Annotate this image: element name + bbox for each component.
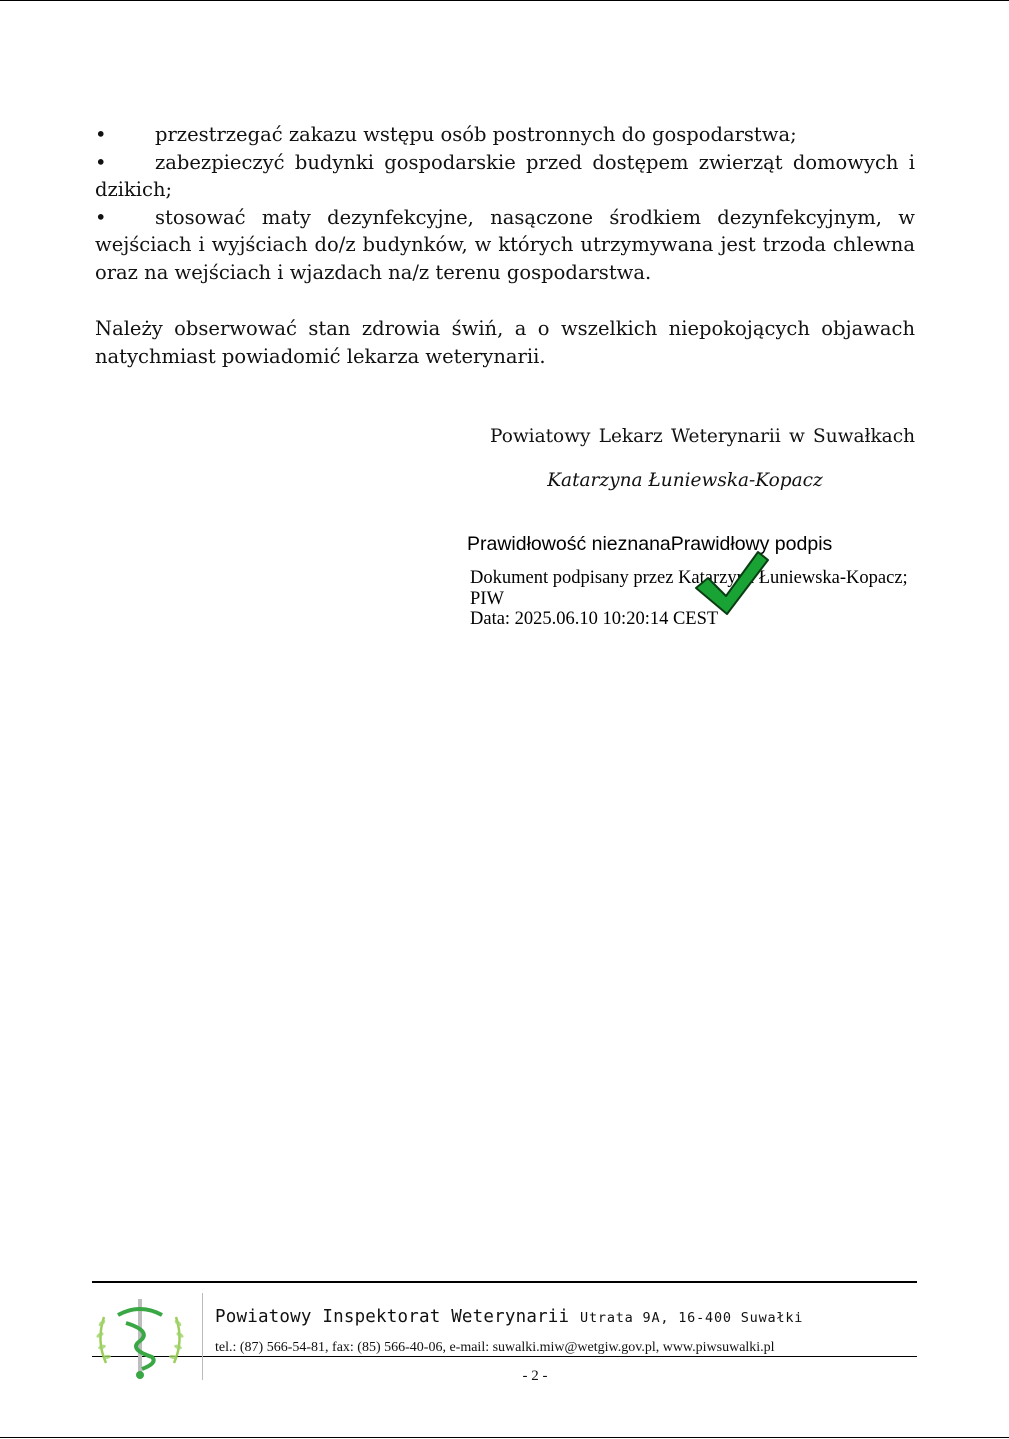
bullet-marker: • [95,205,107,229]
bullet-item-1 [95,121,915,149]
footer-divider-thin [92,1356,917,1357]
bullet-text: zabezpieczyć budynki gospodarskie przed dostępem zwierząt domowych i dzikich; [95,150,915,201]
bullet-marker: • [95,150,107,174]
bullet-item-2 [95,149,915,204]
page-bottom-edge [0,1437,1009,1438]
bullet-list [95,121,915,286]
signer-name: Katarzyna Łuniewska-Kopacz [547,470,823,491]
footer-organization [215,1307,803,1327]
signature-date: Data: 2025.06.10 10:20:14 CEST [470,609,719,629]
footer-divider [92,1281,917,1283]
signature-signed-by: Dokument podpisany przez Katarzyna Łuniewska-Kopacz; [470,568,908,588]
signer-title: Powiatowy Lekarz Weterynarii w Suwałkach [490,426,915,447]
bullet-text: przestrzegać zakazu wstępu osób postronnych do gospodarstwa; [155,123,797,146]
signature-details[interactable] [470,568,908,630]
page-number: - 2 - [522,1368,548,1384]
paragraph-text: Należy obserwować stan zdrowia świń, a o wszelkich niepokojących objawach natychmiast powiadomić lekarza weterynarii. [95,317,915,368]
bullet-marker: • [95,123,107,146]
footer-vertical-divider [202,1293,203,1380]
footer-org-name: Powiatowy Inspektorat Weterynarii [215,1307,570,1327]
footer-address: Utrata 9A, 16-400 Suwałki [580,1310,804,1326]
footer-contact: tel.: (87) 566-54-81, fax: (85) 566-40-06, e-mail: suwalki.miw@wetgiw.gov.pl, www.piwsuwalki.pl [215,1340,775,1355]
veterinary-inspection-logo [92,1293,188,1381]
page-top-edge [0,0,1009,1]
bullet-text: stosować maty dezynfekcyjne, nasączone środkiem dezynfekcyjnym, w wejściach i wyjściach do/z budynków, w których utrzymywana jest trzoda chlewna oraz na wejściach i wjazdach na/z terenu gospodarstwa. [95,205,915,284]
signature-status: Prawidłowość nieznanaPrawidłowy podpis [467,533,833,555]
signature-org: PIW [470,588,504,609]
green-check-icon [694,548,770,618]
instruction-paragraph [95,315,915,370]
bullet-item-3 [95,204,915,287]
